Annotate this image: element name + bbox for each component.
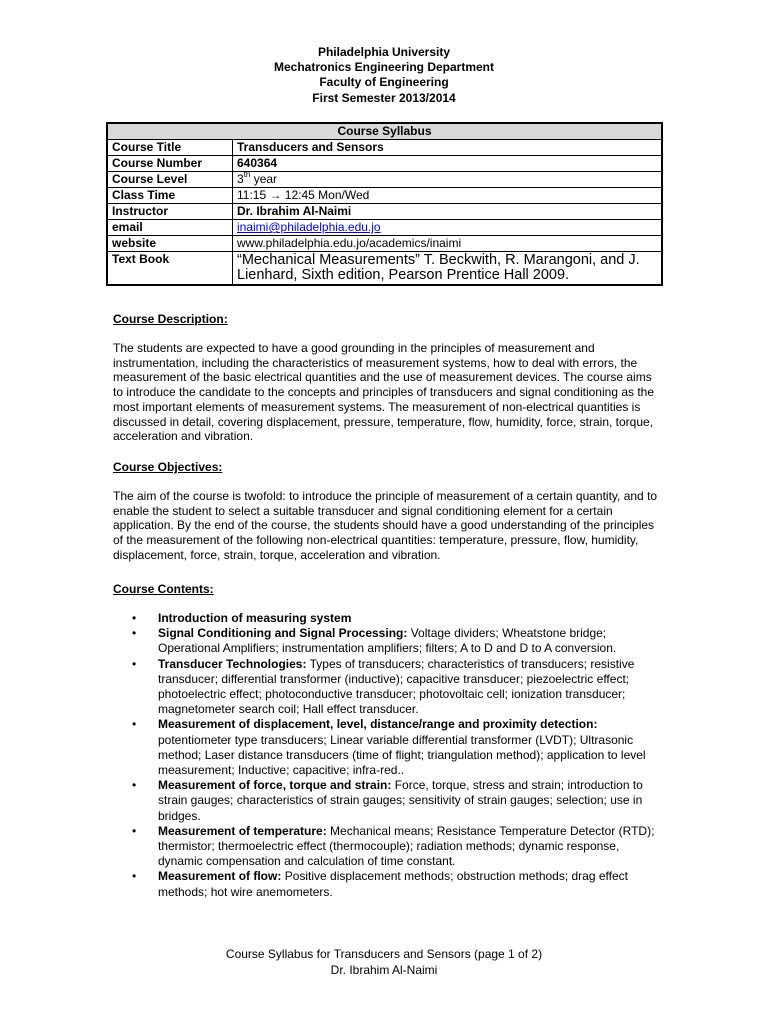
content-item-heading: Signal Conditioning and Signal Processing: xyxy=(158,626,408,641)
content-item-heading: Measurement of force, torque and strain: xyxy=(158,778,392,793)
list-item xyxy=(113,824,658,870)
course-level-ordinal: th xyxy=(243,170,251,179)
instructor-label: Instructor xyxy=(107,204,233,220)
text-book-value: “Mechanical Measurements” T. Beckwith, R. Marangoni, and J. Lienhard, Sixth edition, Pearson Prentice Hall 2009. xyxy=(233,252,663,286)
content-item-body: Mechanical means; Resistance Temperature Detector (RTD); thermistor; thermoelectric effect (thermocouple); radiation methods; dynamic response, dynamic compensation and calculation of time constant. xyxy=(158,823,655,869)
content-item-body: Types of transducers; characteristics of transducers; resistive transducer; differential transformer (inductive); capacitive transducer; piezoelectric effect; photoelectric effect; photoconductive transducer; photovoltaic cell; ionization transducer; magnetometer search coil; Hall effect transducer. xyxy=(158,656,635,717)
content-item-heading: Measurement of flow: xyxy=(158,869,282,884)
content-item-heading: Transducer Technologies: xyxy=(158,656,307,671)
email-link[interactable]: inaimi@philadelphia.edu.jo xyxy=(237,220,381,234)
instructor-value: Dr. Ibrahim Al-Naimi xyxy=(233,204,663,220)
bullet-icon: • xyxy=(132,656,137,671)
bullet-icon: • xyxy=(132,611,137,625)
bullet-icon: • xyxy=(132,778,137,793)
university-name: Philadelphia University xyxy=(317,45,451,59)
course-level-number: 3 xyxy=(237,172,244,186)
department-name: Mechatronics Engineering Department xyxy=(273,60,495,75)
course-level-suffix: year xyxy=(250,172,278,186)
footer-line-1: Course Syllabus for Transducers and Sensors (page 1 of 2) xyxy=(225,947,543,961)
table-caption: Course Syllabus xyxy=(107,123,662,140)
table-row xyxy=(107,156,662,172)
course-objectives-title: Course Objectives: xyxy=(113,460,223,474)
content-item-body: Force, torque, stress and strain; introduction to strain gauges; characteristics of strain gauges; sensitivity of strain gauges; selection; use in bridges. xyxy=(158,778,643,823)
list-item xyxy=(113,611,658,626)
content-item-body: potentiometer type transducers; Linear variable differential transformer (LVDT); Ultrasonic method; Laser distance transducers (time of flight; triangulation method); application to level measurement; Inductive; capacitive; infra-red.. xyxy=(158,732,646,778)
course-syllabus-table xyxy=(106,122,663,286)
list-item xyxy=(113,717,658,778)
bullet-icon: • xyxy=(132,823,137,838)
bullet-icon: • xyxy=(132,626,137,641)
list-item xyxy=(113,626,658,656)
course-objectives-text: The aim of the course is twofold: to introduce the principle of measurement of a certain quantity, and to enable the student to select a suitable transducer and signal conditioning element for a certain application. By the end of the course, the students should have a good understanding of the principles of the measurement of the following non-electrical quantities: temperature, pressure, flow, humidity, displacement, force, strain, torque, acceleration and vibration. xyxy=(113,489,658,562)
table-caption-row xyxy=(107,123,662,140)
bullet-icon: • xyxy=(132,717,137,732)
content-item-heading: Introduction of measuring system xyxy=(158,611,352,625)
website-value: www.philadelphia.edu.jo/academics/inaimi xyxy=(233,236,663,252)
course-title-label: Course Title xyxy=(107,140,233,156)
page-footer xyxy=(0,947,768,978)
content-item-body: Voltage dividers; Wheatstone bridge; Operational Amplifiers; instrumentation amplifiers; filters; A to D and D to A conversion. xyxy=(158,626,617,656)
course-number-value: 640364 xyxy=(233,156,663,172)
email-cell xyxy=(233,220,663,236)
table-row xyxy=(107,204,662,220)
content-item-body: Positive displacement methods; obstruction methods; drag effect methods; hot wire anemometers. xyxy=(158,869,628,899)
course-description-text: The students are expected to have a good grounding in the principles of measurement and instrumentation, including the characteristics of measurement systems, how to deal with errors, the measurement of the basic electrical quantities and the use of measurement devices. The course aims to introduce the candidate to the concepts and principles of transducers and signal conditioning as the most important elements of measurement systems. The measurement of non-electrical quantities is discussed in detail, covering displacement, pressure, temperature, flow, humidity, force, strain, torque, acceleration and vibration. xyxy=(113,341,655,444)
bullet-icon: • xyxy=(132,869,137,884)
table-row xyxy=(107,188,662,204)
content-item-heading: Measurement of temperature: xyxy=(158,823,327,838)
course-title-value: Transducers and Sensors xyxy=(233,140,663,156)
table-row xyxy=(107,172,662,188)
list-item xyxy=(113,869,658,899)
list-item xyxy=(113,778,658,824)
footer-line-2: Dr. Ibrahim Al-Naimi xyxy=(330,962,438,977)
class-time-value: 11:15 → 12:45 Mon/Wed xyxy=(233,188,663,204)
course-contents-list xyxy=(113,611,658,900)
course-description-title: Course Description: xyxy=(113,312,228,326)
email-label: email xyxy=(107,220,233,236)
class-time-label: Class Time xyxy=(107,188,233,204)
text-book-label: Text Book xyxy=(107,252,233,286)
table-row xyxy=(107,252,662,286)
list-item xyxy=(113,657,658,718)
website-label: website xyxy=(107,236,233,252)
table-row xyxy=(107,220,662,236)
table-row xyxy=(107,140,662,156)
document-header xyxy=(0,45,768,106)
course-number-label: Course Number xyxy=(107,156,233,172)
faculty-name: Faculty of Engineering xyxy=(319,75,449,90)
content-item-heading: Measurement of displacement, level, distance/range and proximity detection: xyxy=(158,717,598,732)
table-row xyxy=(107,236,662,252)
course-level-label: Course Level xyxy=(107,172,233,188)
course-level-value xyxy=(233,172,663,188)
course-contents-title: Course Contents: xyxy=(113,582,214,596)
semester: First Semester 2013/2014 xyxy=(312,90,456,105)
